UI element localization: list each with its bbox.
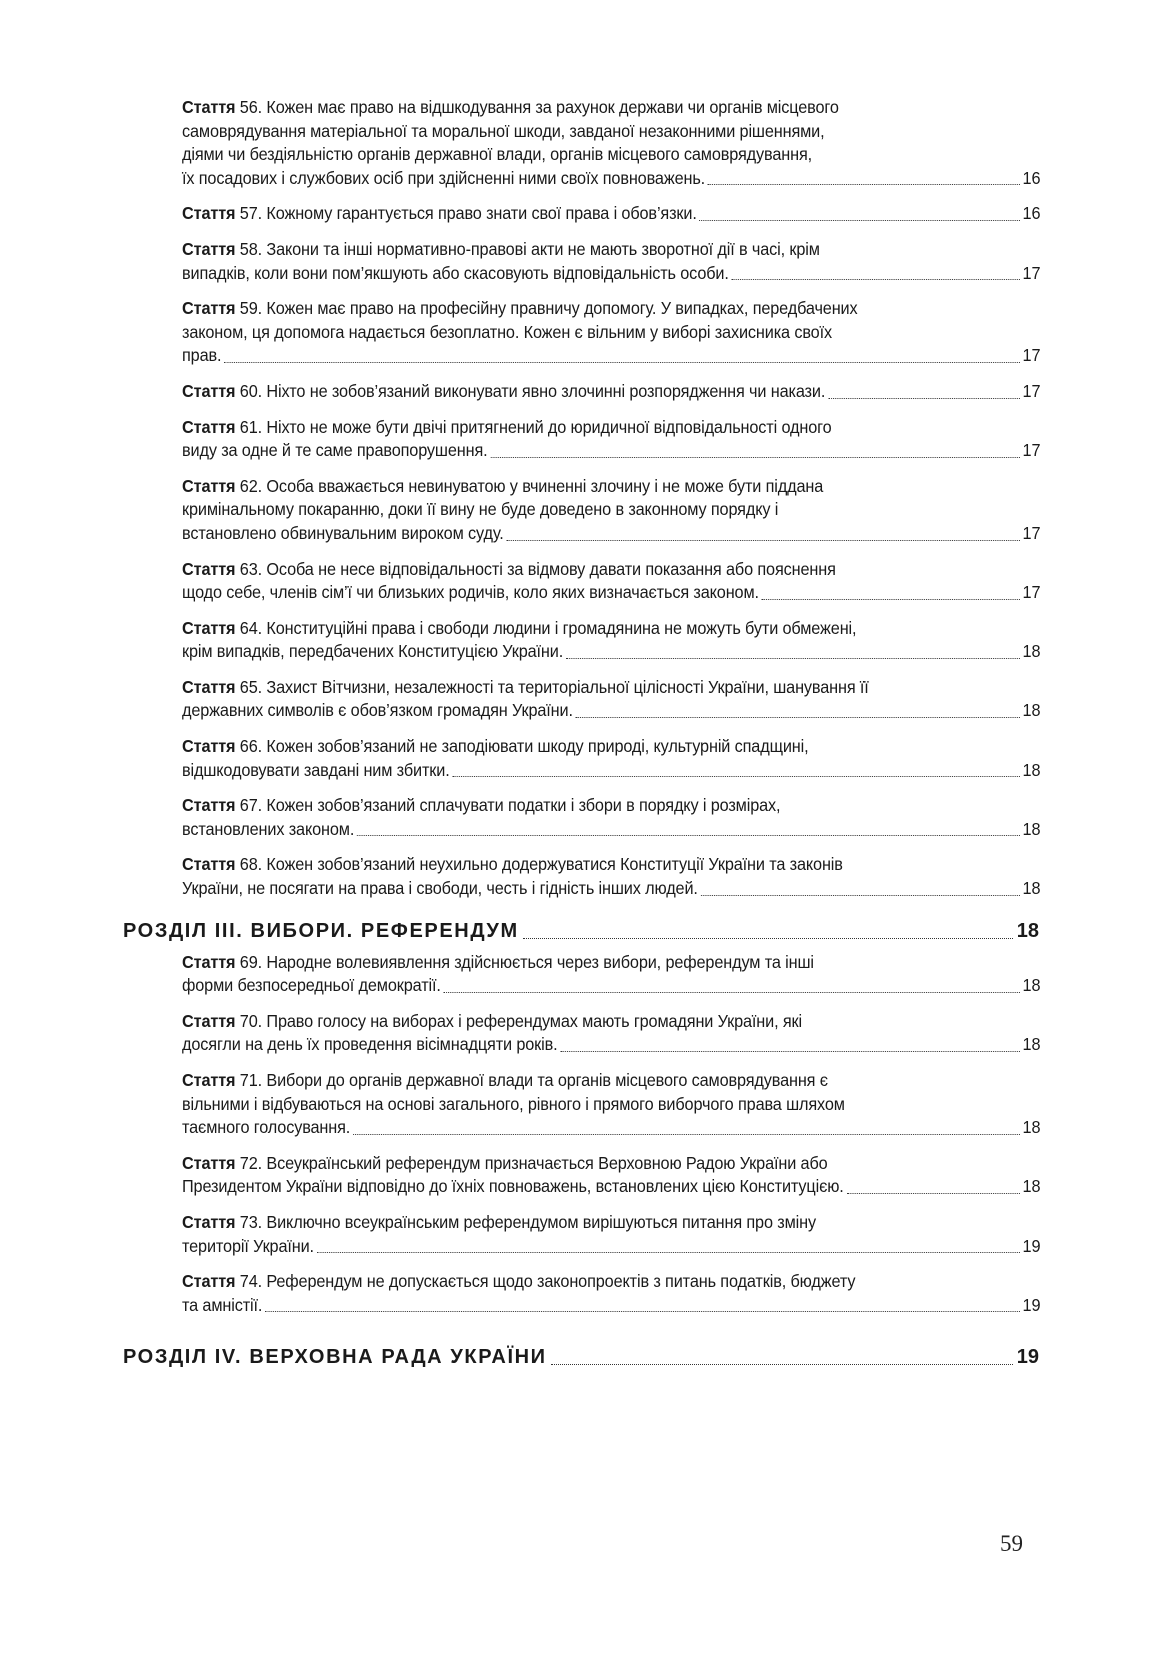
entry-text: Кожен зобов’язаний неухильно додержуватися Конституції України та законів bbox=[266, 854, 843, 875]
entry-text: відшкодовувати завдані ним збитки. bbox=[182, 759, 450, 780]
entry-line: Стаття 57. Кожному гарантується право знати свої права і обов’язки. 16 bbox=[182, 202, 1040, 226]
entry-line bbox=[182, 699, 1040, 723]
entries-group-section-3 bbox=[123, 951, 1039, 1318]
entry-line bbox=[182, 877, 1040, 901]
toc-entry[interactable] bbox=[182, 1010, 1040, 1057]
article-number: 62 bbox=[239, 475, 258, 496]
entry-line bbox=[182, 1175, 1040, 1199]
entry-line: Стаття 72. Всеукраїнський референдум призначається Верховною Радою України або bbox=[182, 1152, 828, 1173]
article-number: 59 bbox=[239, 298, 258, 319]
entry-text: досягли на день їх проведення вісімнадцяти років. bbox=[182, 1034, 558, 1055]
entry-page: 18 bbox=[1022, 1034, 1041, 1055]
article-label: Стаття bbox=[182, 795, 236, 816]
entry-text: щодо себе, членів сім’ї чи близьких родичів, коло яких визначається законом. bbox=[182, 582, 759, 603]
section-title: РОЗДІЛ IV. ВЕРХОВНА РАДА УКРАЇНИ bbox=[123, 1346, 547, 1369]
article-number: 71 bbox=[239, 1070, 258, 1090]
toc-entry[interactable] bbox=[182, 1211, 1040, 1258]
entry-line bbox=[182, 974, 1040, 998]
entry-page: 18 bbox=[1022, 641, 1041, 662]
dot-leader bbox=[732, 279, 1020, 280]
dot-leader bbox=[566, 658, 1020, 659]
section-page: 19 bbox=[1016, 1346, 1039, 1369]
dot-leader bbox=[560, 1051, 1019, 1052]
article-number: 60 bbox=[239, 380, 258, 401]
article-number: 58 bbox=[239, 238, 258, 259]
entry-line: Стаття 69. Народне волевиявлення здійснюється через вибори, референдум та інші bbox=[182, 951, 814, 972]
article-number: 74 bbox=[239, 1271, 258, 1292]
entry-text: прав. bbox=[182, 345, 222, 366]
entry-text: України, не посягати на права і свободи, честь і гідність інших людей. bbox=[182, 878, 698, 899]
entry-page: 17 bbox=[1022, 522, 1041, 543]
entry-line bbox=[182, 581, 1040, 605]
toc-entry[interactable] bbox=[182, 380, 1040, 404]
entry-line: Стаття 64. Конституційні права і свободи людини і громадянина не можуть бути обмежені, bbox=[182, 617, 857, 638]
entry-page: 18 bbox=[1022, 759, 1041, 780]
article-label: Стаття bbox=[182, 854, 236, 875]
article-number: 67 bbox=[239, 795, 258, 816]
entry-text: Кожен має право на професійну правничу допомогу. У випадках, передбачених bbox=[266, 298, 858, 319]
entry-line: Стаття 60. Ніхто не зобов’язаний виконувати явно злочинні розпорядження чи накази. 17 bbox=[182, 380, 1040, 404]
entry-text: державних символів є обов’язком громадян України. bbox=[182, 700, 573, 721]
entry-page: 18 bbox=[1022, 878, 1041, 899]
entry-page: 18 bbox=[1022, 1117, 1041, 1138]
entry-line bbox=[182, 640, 1040, 664]
entry-text: Кожен має право на відшкодування за рахунок держави чи органів місцевого bbox=[266, 97, 839, 117]
toc-entry[interactable] bbox=[182, 676, 1040, 723]
table-of-contents bbox=[123, 96, 1039, 1377]
article-label: Стаття bbox=[182, 238, 236, 259]
article-label: Стаття bbox=[182, 475, 236, 496]
entry-line bbox=[182, 1235, 1040, 1259]
article-number: 69 bbox=[239, 951, 258, 972]
dot-leader bbox=[452, 776, 1019, 777]
entry-line: Стаття 58. Закони та інші нормативно-правові акти не мають зворотної дії в часі, крім bbox=[182, 238, 820, 259]
entry-text: крім випадків, передбачених Конституцією України. bbox=[182, 641, 564, 662]
entry-text: Захист Вітчизни, незалежності та територіальної цілісності України, шанування її bbox=[266, 676, 869, 697]
entry-line bbox=[182, 498, 1040, 522]
article-number: 64 bbox=[239, 617, 258, 638]
entry-line: Стаття 65. Захист Вітчизни, незалежності та територіальної цілісності України, шанування її bbox=[182, 676, 869, 697]
entry-text: Право голосу на виборах і референдумах мають громадяни України, які bbox=[266, 1010, 802, 1031]
entry-page: 18 bbox=[1022, 700, 1041, 721]
entry-text: Виключно всеукраїнським референдумом вирішуються питання про зміну bbox=[266, 1211, 816, 1232]
dot-leader bbox=[265, 1311, 1020, 1312]
entry-line bbox=[182, 439, 1040, 463]
article-number: 68 bbox=[239, 854, 258, 875]
entry-page: 19 bbox=[1022, 1294, 1041, 1315]
entry-page: 17 bbox=[1022, 380, 1041, 401]
section-title: РОЗДІЛ III. ВИБОРИ. РЕФЕРЕНДУМ bbox=[123, 919, 519, 942]
entry-text: Референдум не допускається щодо законопроектів з питань податків, бюджету bbox=[266, 1271, 856, 1292]
entry-line: Стаття 59. Кожен має право на професійну правничу допомогу. У випадках, передбачених bbox=[182, 298, 858, 319]
entry-line: Стаття 63. Особа не несе відповідальності за відмову давати показання або пояснення bbox=[182, 558, 836, 579]
entry-page: 16 bbox=[1022, 167, 1041, 188]
entry-page: 17 bbox=[1022, 440, 1041, 461]
toc-entry[interactable] bbox=[182, 416, 1040, 463]
toc-entry[interactable] bbox=[182, 202, 1040, 226]
entry-text: Кожен зобов’язаний не заподіювати шкоду природі, культурній спадщині, bbox=[266, 736, 809, 757]
entry-text: встановлених законом. bbox=[182, 818, 355, 839]
entry-page: 18 bbox=[1022, 1176, 1041, 1197]
toc-section-4[interactable] bbox=[123, 1343, 1039, 1371]
toc-entry[interactable] bbox=[182, 558, 1040, 605]
dot-leader bbox=[551, 1364, 1013, 1365]
entry-text: Народне волевиявлення здійснюється через вибори, референдум та інші bbox=[266, 951, 814, 972]
article-label: Стаття bbox=[182, 1070, 236, 1090]
entry-line: Стаття 56. Кожен має право на відшкодування за рахунок держави чи органів місцевого bbox=[182, 97, 839, 117]
entry-line bbox=[182, 344, 1040, 368]
toc-entry[interactable] bbox=[182, 96, 1040, 190]
article-label: Стаття bbox=[182, 1271, 236, 1292]
entry-page: 19 bbox=[1022, 1235, 1041, 1256]
toc-entry[interactable] bbox=[182, 238, 1040, 285]
article-number: 70 bbox=[239, 1010, 258, 1031]
article-label: Стаття bbox=[182, 1010, 236, 1031]
entry-text: Особа вважається невинуватою у вчиненні злочину і не може бути піддана bbox=[266, 475, 824, 496]
entry-text: Ніхто не зобов’язаний виконувати явно злочинні розпорядження чи накази. bbox=[266, 380, 826, 401]
dot-leader bbox=[506, 540, 1019, 541]
dot-leader bbox=[444, 992, 1020, 993]
toc-entry[interactable] bbox=[182, 735, 1040, 782]
dot-leader bbox=[846, 1193, 1019, 1194]
entry-text: кримінальному покаранню, доки її вину не буде доведено в законному порядку і bbox=[182, 499, 779, 520]
entry-text: вільними і відбуваються на основі загального, рівного і прямого виборчого права шляхом bbox=[182, 1093, 845, 1114]
entry-text: Вибори до органів державної влади та органів місцевого самоврядування є bbox=[266, 1070, 828, 1090]
entry-line bbox=[182, 1294, 1040, 1318]
dot-leader bbox=[576, 717, 1020, 718]
entry-line: Стаття 73. Виключно всеукраїнським референдумом вирішуються питання про зміну bbox=[182, 1211, 816, 1232]
section-page: 18 bbox=[1016, 919, 1039, 942]
dot-leader bbox=[523, 938, 1013, 939]
entry-text: виду за одне й те саме правопорушення. bbox=[182, 440, 488, 461]
dot-leader bbox=[762, 599, 1020, 600]
entry-line bbox=[182, 522, 1040, 546]
toc-entry[interactable] bbox=[182, 617, 1040, 664]
entry-text: законом, ця допомога надається безоплатно. Кожен є вільним у виборі захисника своїх bbox=[182, 321, 832, 342]
entry-page: 17 bbox=[1022, 345, 1041, 366]
entry-text: Кожен зобов’язаний сплачувати податки і збори в порядку і розмірах, bbox=[266, 795, 781, 816]
entry-text: та амністії. bbox=[182, 1294, 263, 1315]
entry-text: самоврядування матеріальної та моральної шкоди, завданої незаконними рішеннями, bbox=[182, 120, 825, 141]
entry-line: Стаття 67. Кожен зобов’язаний сплачувати податки і збори в порядку і розмірах, bbox=[182, 795, 781, 816]
entry-line bbox=[182, 759, 1040, 783]
article-label: Стаття bbox=[182, 558, 236, 579]
entry-text: їх посадових і службових осіб при здійсненні ними своїх повноважень. bbox=[182, 167, 706, 188]
entry-text: Конституційні права і свободи людини і громадянина не можуть бути обмежені, bbox=[266, 617, 857, 638]
entry-line bbox=[182, 167, 1040, 191]
article-number: 66 bbox=[239, 736, 258, 757]
entry-line bbox=[182, 1033, 1040, 1057]
article-label: Стаття bbox=[182, 97, 236, 117]
entry-line: Стаття 74. Референдум не допускається щодо законопроектів з питань податків, бюджету bbox=[182, 1271, 856, 1292]
toc-entry[interactable] bbox=[182, 951, 1040, 998]
entry-text: випадків, коли вони пом’якшують або скасовують відповідальність особи. bbox=[182, 262, 729, 283]
article-number: 61 bbox=[239, 416, 258, 437]
entry-line: Стаття 66. Кожен зобов’язаний не заподіювати шкоду природі, культурній спадщині, bbox=[182, 736, 809, 757]
article-label: Стаття bbox=[182, 203, 236, 224]
page-number: 59 bbox=[1000, 1531, 1023, 1556]
entry-text: Особа не несе відповідальності за відмову давати показання або пояснення bbox=[266, 558, 836, 579]
dot-leader bbox=[490, 457, 1019, 458]
dot-leader bbox=[708, 184, 1020, 185]
entry-line: Стаття 68. Кожен зобов’язаний неухильно додержуватися Конституції України та законів bbox=[182, 854, 843, 875]
entry-line bbox=[182, 1093, 1040, 1117]
article-label: Стаття bbox=[182, 951, 236, 972]
entries-group-section-2 bbox=[123, 96, 1039, 901]
entry-page: 16 bbox=[1022, 203, 1041, 224]
entry-text: форми безпосередньої демократії. bbox=[182, 975, 441, 996]
entry-line bbox=[182, 818, 1040, 842]
article-label: Стаття bbox=[182, 298, 236, 319]
entry-text: Президентом України відповідно до їхніх повноважень, встановлених цією Конституцією. bbox=[182, 1176, 844, 1197]
toc-entry[interactable] bbox=[182, 1069, 1040, 1140]
entry-line bbox=[182, 1116, 1040, 1140]
entry-page: 18 bbox=[1022, 975, 1041, 996]
article-number: 57 bbox=[239, 203, 258, 224]
article-label: Стаття bbox=[182, 416, 236, 437]
entry-line bbox=[182, 120, 1040, 144]
entry-page: 17 bbox=[1022, 262, 1041, 283]
entry-page: 17 bbox=[1022, 582, 1041, 603]
entry-text: таємного голосування. bbox=[182, 1117, 351, 1138]
article-label: Стаття bbox=[182, 1152, 236, 1173]
article-label: Стаття bbox=[182, 676, 236, 697]
entry-line bbox=[182, 262, 1040, 286]
article-number: 72 bbox=[239, 1152, 258, 1173]
entry-text: встановлено обвинувальним вироком суду. bbox=[182, 522, 504, 543]
entry-text: Кожному гарантується право знати свої права і обов’язки. bbox=[266, 203, 697, 224]
toc-section-3[interactable] bbox=[123, 917, 1039, 945]
dot-leader bbox=[353, 1134, 1020, 1135]
article-label: Стаття bbox=[182, 380, 236, 401]
dot-leader bbox=[357, 835, 1020, 836]
toc-entry[interactable] bbox=[182, 1152, 1040, 1199]
entry-line bbox=[182, 143, 1040, 167]
article-number: 65 bbox=[239, 676, 258, 697]
entry-page: 18 bbox=[1022, 818, 1041, 839]
toc-entry[interactable] bbox=[182, 475, 1040, 546]
entry-text: діями чи бездіяльністю органів державної влади, органів місцевого самоврядування, bbox=[182, 144, 813, 165]
entry-line: Стаття 62. Особа вважається невинуватою у вчиненні злочину і не може бути піддана bbox=[182, 475, 824, 496]
dot-leader bbox=[828, 398, 1020, 399]
entry-line: Стаття 70. Право голосу на виборах і референдумах мають громадяни України, які bbox=[182, 1010, 802, 1031]
entry-text: Всеукраїнський референдум призначається Верховною Радою України або bbox=[266, 1152, 828, 1173]
toc-entry[interactable] bbox=[182, 297, 1040, 368]
dot-leader bbox=[317, 1252, 1020, 1253]
article-number: 63 bbox=[239, 558, 258, 579]
article-label: Стаття bbox=[182, 1211, 236, 1232]
entry-line: Стаття 61. Ніхто не може бути двічі притягнений до юридичної відповідальності одного bbox=[182, 416, 832, 437]
toc-entry[interactable] bbox=[182, 1270, 1040, 1317]
entry-text: Ніхто не може бути двічі притягнений до юридичної відповідальності одного bbox=[266, 416, 832, 437]
entry-line bbox=[182, 321, 1040, 345]
entry-line: Стаття 71. Вибори до органів державної влади та органів місцевого самоврядування є bbox=[182, 1070, 828, 1090]
toc-entry[interactable] bbox=[182, 794, 1040, 841]
dot-leader bbox=[701, 895, 1020, 896]
dot-leader bbox=[700, 220, 1020, 221]
article-number: 56 bbox=[239, 97, 258, 117]
entry-text: Закони та інші нормативно-правові акти не мають зворотної дії в часі, крім bbox=[266, 238, 820, 259]
dot-leader bbox=[224, 362, 1020, 363]
toc-entry[interactable] bbox=[182, 853, 1040, 900]
article-label: Стаття bbox=[182, 617, 236, 638]
article-number: 73 bbox=[239, 1211, 258, 1232]
article-label: Стаття bbox=[182, 736, 236, 757]
entry-text: території України. bbox=[182, 1235, 314, 1256]
